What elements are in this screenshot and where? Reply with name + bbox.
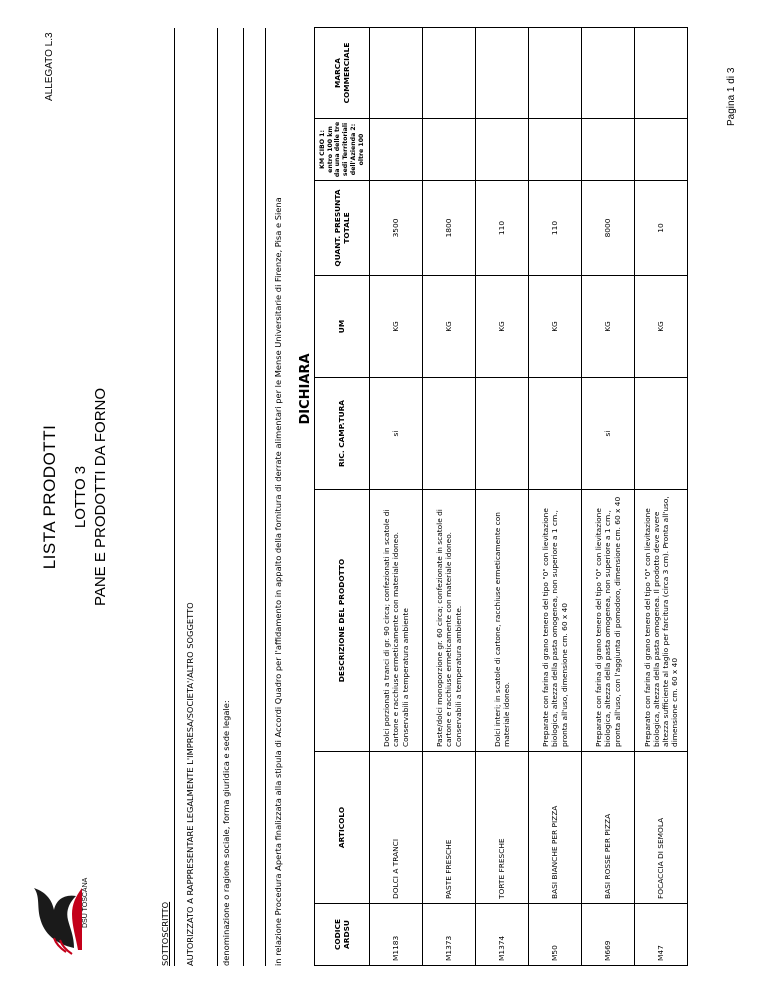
- cell-marca: [635, 28, 688, 119]
- sottoscritto-label: SOTTOSCRITTO: [160, 901, 170, 966]
- cell-ric: [529, 378, 582, 490]
- cell-um: KG: [476, 276, 529, 378]
- cell-marca: [423, 28, 476, 119]
- header-codice: CODICE ARDSU: [315, 904, 370, 966]
- product-table: [314, 27, 688, 966]
- table-row: [476, 28, 529, 966]
- header-ric-camp: RIC. CAMP.TURA: [315, 378, 370, 490]
- cell-descrizione: Preparate con farina di grano tenero del tipo "0" con lievitazione biologica, altezza della pasta omogenea, non superiore a 1 cm., pronta all'uso, dimensione cm. 60 x 40: [529, 490, 582, 752]
- header-km-cibo: KM CIBO 1: entro 100 km da una delle tre sedi Territoriali dell'Azienda 2: oltre 100: [315, 119, 370, 181]
- page-number: Pagina 1 di 3: [726, 67, 737, 126]
- lotto-number: LOTTO 3: [72, 465, 89, 529]
- denominazione-label: denominazione o ragione sociale, forma giuridica e sede legale:: [221, 700, 231, 966]
- cell-quant: 3500: [370, 181, 423, 276]
- table-row: [370, 28, 423, 966]
- cell-descrizione: Dolci interi; in scatole di cartone, racchiuse ermeticamente con materiale idoneo.: [476, 490, 529, 752]
- cell-quant: 10: [635, 181, 688, 276]
- page-title: LISTA PRODOTTI: [40, 424, 59, 570]
- table-row: [635, 28, 688, 966]
- cell-um: KG: [370, 276, 423, 378]
- cell-descrizione: Paste/dolci monoporzione gr. 60 circa; confezionate in scatole di cartone e racchiuse ermeticamente con materiale idoneo. Conservabili a temperatura ambiente.: [423, 490, 476, 752]
- cell-km: [582, 119, 635, 181]
- cell-articolo: DOLCI A TRANCI: [370, 752, 423, 904]
- cell-descrizione: Preparato con farina di grano tenero del tipo "0" con lievitazione biologica, altezza della pasta omogenea. Il prodotto deve avere altezza sufficiente al taglio per farcitura (circa 3 cm). Pronta all'uso, dimensione cm. 60 x 40: [635, 490, 688, 752]
- cell-km: [423, 119, 476, 181]
- cell-um: KG: [529, 276, 582, 378]
- cell-um: KG: [582, 276, 635, 378]
- cell-quant: 110: [476, 181, 529, 276]
- logo-label: DSU TOSCANA: [82, 877, 89, 928]
- header-um: UM: [315, 276, 370, 378]
- cell-quant: 110: [529, 181, 582, 276]
- cell-um: KG: [635, 276, 688, 378]
- header-articolo: ARTICOLO: [315, 752, 370, 904]
- cell-articolo: BASI BIANCHE PER PIZZA: [529, 752, 582, 904]
- cell-articolo: BASI ROSSE PER PIZZA: [582, 752, 635, 904]
- cell-um: KG: [423, 276, 476, 378]
- cell-quant: 1800: [423, 181, 476, 276]
- cell-articolo: FOCACCIA DI SEMOLA: [635, 752, 688, 904]
- cell-ric: si: [370, 378, 423, 490]
- table-row: [423, 28, 476, 966]
- cell-articolo: TORTE FRESCHE: [476, 752, 529, 904]
- sottoscritto-line: [174, 28, 175, 966]
- cell-marca: [582, 28, 635, 119]
- cell-codice: M1374: [476, 904, 529, 966]
- cell-descrizione: Dolci porzionati a tranci di gr. 90 circa; confezionati in scatole di cartone e racchiuse ermeticamente con materiale idoneo. Conservabili a temperatura ambiente: [370, 490, 423, 752]
- cell-km: [370, 119, 423, 181]
- autorizzato-label: AUTORIZZATO A RAPPRESENTARE LEGALMENTE L'IMPRESA/SOCIETA'/ALTRO SOGGETTO: [185, 602, 195, 966]
- cell-marca: [476, 28, 529, 119]
- header-marca: MARCA COMMERCIALE: [315, 28, 370, 119]
- header-quant: QUANT. PRESUNTA TOTALE: [315, 181, 370, 276]
- cell-km: [529, 119, 582, 181]
- header-descrizione: DESCRIZIONE DEL PRODOTTO: [315, 490, 370, 752]
- cell-articolo: PASTE FRESCHE: [423, 752, 476, 904]
- cell-quant: 8000: [582, 181, 635, 276]
- autorizzato-line: [217, 28, 218, 966]
- cell-marca: [370, 28, 423, 119]
- cell-km: [476, 119, 529, 181]
- cell-descrizione: Preparate con farina di grano tenero del tipo "0" con lievitazione biologica, altezza della pasta omogenea, non superiore a 1 cm., pronta all'uso, con l'aggiunta di pomodoro, dimensione cm. 60 x 40: [582, 490, 635, 752]
- cell-ric: [635, 378, 688, 490]
- cell-codice: M50: [529, 904, 582, 966]
- dichiara-heading: DICHIARA: [298, 353, 313, 425]
- denominazione-line-1: [243, 28, 244, 966]
- allegato-label: ALLEGATO L.3: [44, 32, 55, 101]
- cell-codice: M47: [635, 904, 688, 966]
- lotto-name: PANE E PRODOTTI DA FORNO: [92, 387, 109, 607]
- cell-km: [635, 119, 688, 181]
- cell-ric: [476, 378, 529, 490]
- cell-ric: [423, 378, 476, 490]
- table-row: [529, 28, 582, 966]
- cell-codice: M1183: [370, 904, 423, 966]
- table-header-row: [315, 28, 370, 966]
- cell-codice: M669: [582, 904, 635, 966]
- cell-codice: M1373: [423, 904, 476, 966]
- table-row: [582, 28, 635, 966]
- cell-ric: si: [582, 378, 635, 490]
- relazione-text: in relazione Procedura Aperta finalizzata alla stipula di Accordi Quadro per l'affidamento in appalto della fornitura di derrate alimentari per le Mense Universitarie di Firenze, Pisa e Siena: [273, 197, 283, 966]
- cell-marca: [529, 28, 582, 119]
- denominazione-line-2: [265, 28, 266, 966]
